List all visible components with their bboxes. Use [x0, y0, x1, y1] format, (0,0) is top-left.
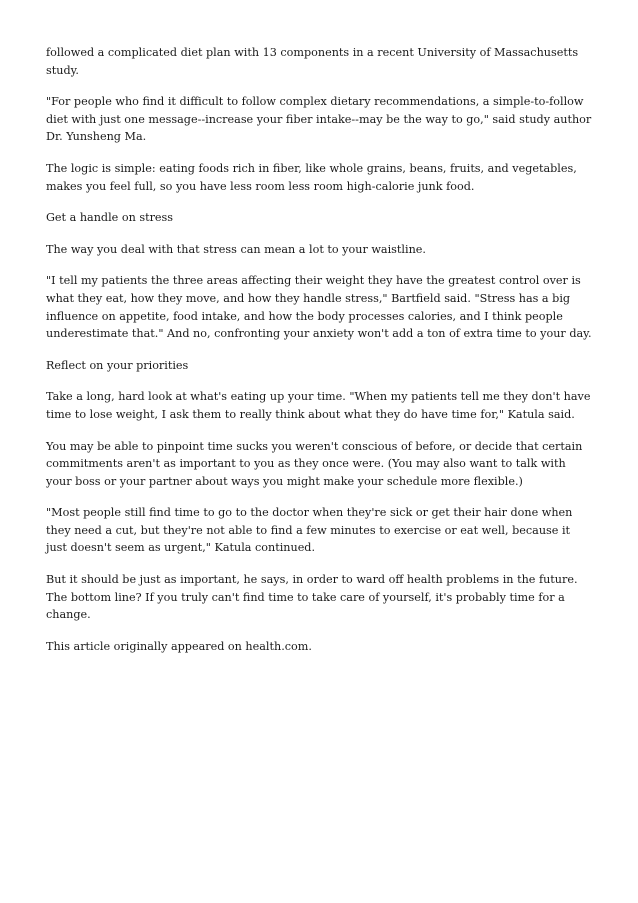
paragraph-bartfield-quote: "I tell my patients the three areas affecting their weight they have the greatest control over is what they eat, how they move, and how they handle stress," Bartfield said. "Stress has a big influence on appetite, food intake, and how the body processes calories, and I think people underestimate that." And no, confronting your anxiety won't add a ton of extra time to your day.: [46, 274, 592, 341]
section-heading-stress: Get a handle on stress: [46, 211, 174, 225]
paragraph-time-sucks: You may be able to pinpoint time sucks you weren't conscious of before, or decide that certain commitments aren't as important to you as they once were. (You may also want to talk with your boss or your partner about ways you might make your schedule more flexible.): [46, 439, 583, 488]
paragraph-bottom-line: But it should be just as important, he says, in order to ward off health problems in the future. The bottom line? If you truly can't find time to take care of yourself, it's probably time for a change.: [46, 573, 578, 622]
paragraph-fiber-quote: "For people who find it difficult to follow complex dietary recommendations, a simple-to-follow diet with just one message--increase your fiber intake--may be the way to go," said study author Dr. Yunsheng Ma.: [46, 95, 592, 144]
document-page: [46, 44, 594, 655]
paragraph-time-look: Take a long, hard look at what's eating up your time. "When my patients tell me they don't have time to lose weight, I ask them to really think about what they do have time for," Katula said.: [46, 390, 591, 421]
paragraph-diet-study: followed a complicated diet plan with 13 components in a recent University of Massachusetts study.: [46, 46, 579, 77]
paragraph-source-note: This article originally appeared on health.com.: [46, 639, 312, 653]
paragraph-katula-quote: "Most people still find time to go to the doctor when they're sick or get their hair done when they need a cut, but they're not able to find a few minutes to exercise or eat well, because it just doesn't seem as urgent," Katula continued.: [46, 506, 573, 555]
section-heading-priorities: Reflect on your priorities: [46, 358, 189, 372]
paragraph-fiber-logic: The logic is simple: eating foods rich in fiber, like whole grains, beans, fruits, and vegetables, makes you feel full, so you have less room less room high-calorie junk food.: [46, 161, 577, 193]
paragraph-stress-waistline: The way you deal with that stress can mean a lot to your waistline.: [46, 242, 426, 256]
